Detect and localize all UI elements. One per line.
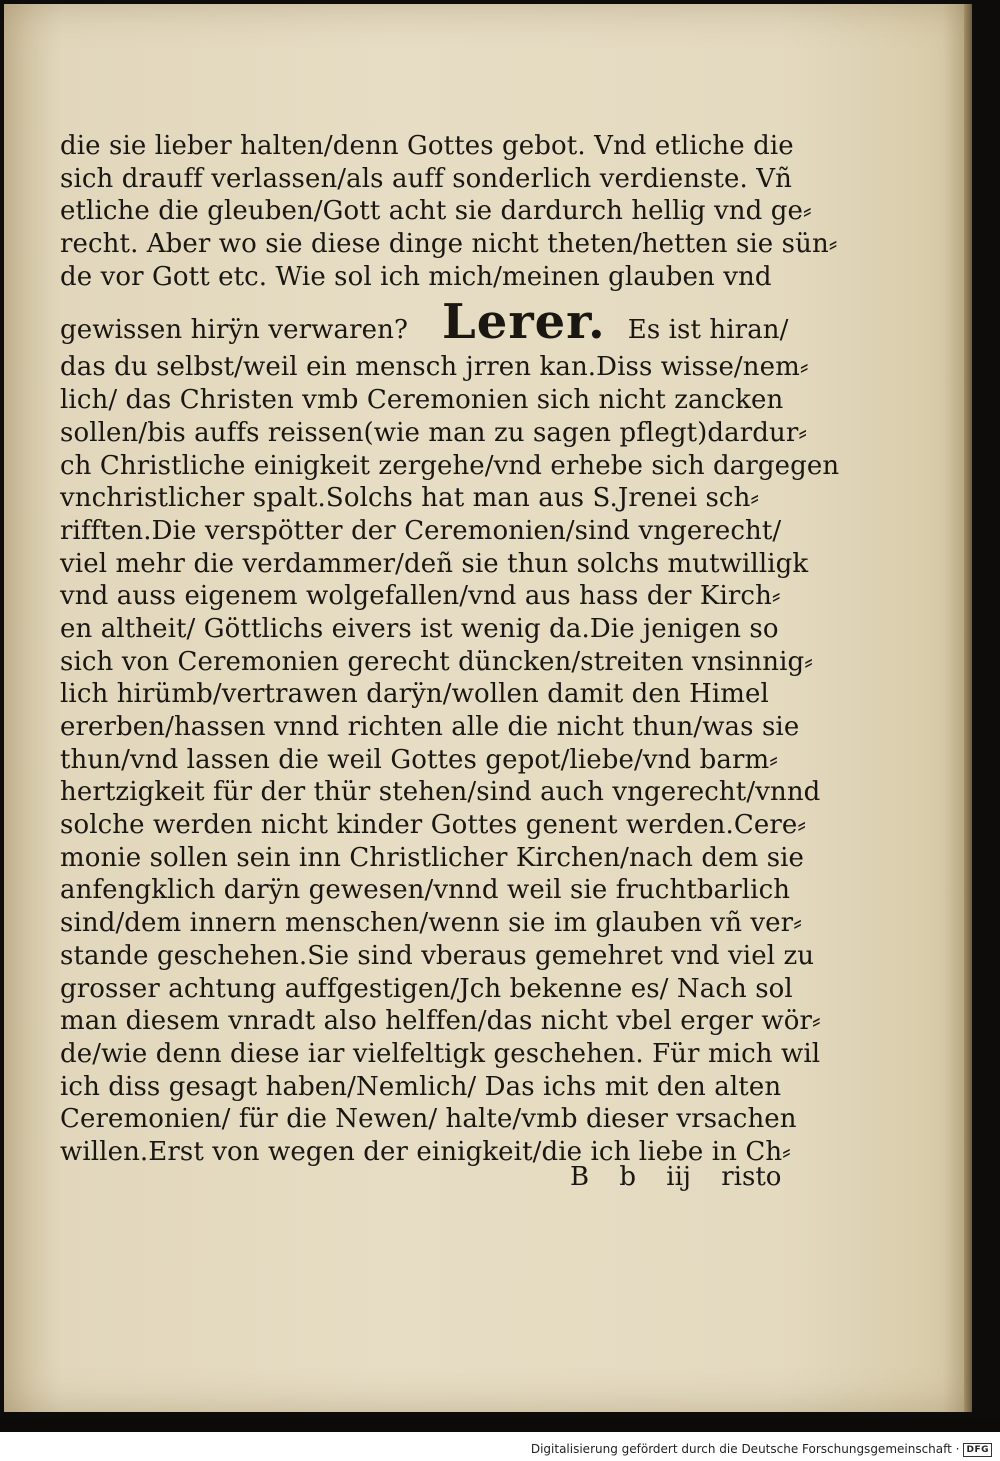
text-line: Ceremonien/ für die Newen/ halte/vmb dieser vrsachen: [60, 1104, 797, 1135]
text-line: vnd auss eigenem wolgefallen/vnd aus hass der Kirch⸗: [60, 581, 781, 612]
text-line: solche werden nicht kinder Gottes genent werden.Cere⸗: [60, 810, 807, 841]
text-line: de/wie denn diese iar vielfeltigk geschehen. Für mich wil: [60, 1038, 821, 1069]
text-line: man diesem vnradt also helffen/das nicht vbel erger wör⸗: [60, 1006, 821, 1037]
text-line: monie sollen sein inn Christlicher Kirchen/nach dem sie: [60, 842, 805, 873]
text-line: viel mehr die verdammer/deñ sie thun solchs mutwilligk: [60, 548, 809, 579]
credit-text: Digitalisierung gefördert durch die Deutsche Forschungsgemeinschaft ·: [530, 1442, 960, 1456]
text-line: en altheit/ Göttlichs eivers ist wenig da.Die jenigen so: [60, 613, 779, 644]
lerer-pre: gewissen hirÿn verwaren?: [60, 315, 409, 346]
text-line: vnchristlicher spalt.Solchs hat man aus S.Jrenei sch⸗: [60, 483, 760, 514]
text-line-5: de vor Gott etc. Wie sol ich mich/meinen glauben vnd: [60, 261, 772, 292]
text-line: ch Christliche einigkeit zergehe/vnd erhebe sich dargegen: [60, 450, 840, 481]
text-line: willen.Erst von wegen der einigkeit/die ich liebe in Ch⸗: [60, 1136, 791, 1167]
dfg-logo-icon: DFG: [963, 1443, 992, 1457]
text-line: das du selbst/weil ein mensch jrren kan.Diss wisse/nem⸗: [60, 352, 809, 383]
text-line: ich diss gesagt haben/Nemlich/ Das ichs mit den alten: [60, 1071, 782, 1102]
text-line: rifften.Die verspötter der Ceremonien/sind vngerecht/: [60, 515, 782, 546]
text-line: thun/vnd lassen die weil Gottes gepot/liebe/vnd barm⸗: [60, 744, 779, 775]
text-line: grosser achtung auffgestigen/Jch bekenne es/ Nach sol: [60, 973, 793, 1004]
text-line-4: recht. Aber wo sie diese dinge nicht theten/hetten sie sün⸗: [60, 229, 838, 260]
lerer-post: Es ist hiran/: [627, 315, 789, 346]
text-line: sich von Ceremonien gerecht düncken/streiten vnsinnig⸗: [60, 646, 814, 677]
text-line-lerer: [60, 293, 789, 351]
text-block: [60, 130, 840, 1169]
text-line: anfengklich darÿn gewesen/vnnd weil sie fruchtbarlich: [60, 875, 791, 906]
paper-leaf: [4, 4, 972, 1412]
text-line: lich/ das Christen vmb Ceremonien sich nicht zancken: [60, 385, 784, 416]
text-line: lich hirümb/vertrawen darÿn/wollen damit den Himel: [60, 679, 769, 710]
text-line-3: etliche die gleuben/Gott acht sie dardurch hellig vnd ge⸗: [60, 196, 812, 227]
text-line: sind/dem innern menschen/wenn sie im glauben vñ ver⸗: [60, 908, 802, 939]
text-line-1: die sie lieber halten/denn Gottes gebot. Vnd etliche die: [60, 131, 794, 161]
text-line: sollen/bis auffs reissen(wie man zu sagen pflegt)dardur⸗: [60, 417, 808, 448]
catchword: B b iij risto: [570, 1162, 782, 1192]
text-line: ererben/hassen vnnd richten alle die nicht thun/was sie: [60, 712, 800, 742]
lerer-heading: Lerer.: [442, 294, 606, 351]
text-line: stande geschehen.Sie sind vberaus gemehret vnd viel zu: [60, 940, 815, 971]
funding-credit: [531, 1438, 992, 1461]
text-line: hertzigkeit für der thür stehen/sind auch vngerecht/vnnd: [60, 777, 821, 808]
text-line-2: sich drauff verlassen/als auff sonderlich verdienste. Vñ: [60, 163, 792, 194]
